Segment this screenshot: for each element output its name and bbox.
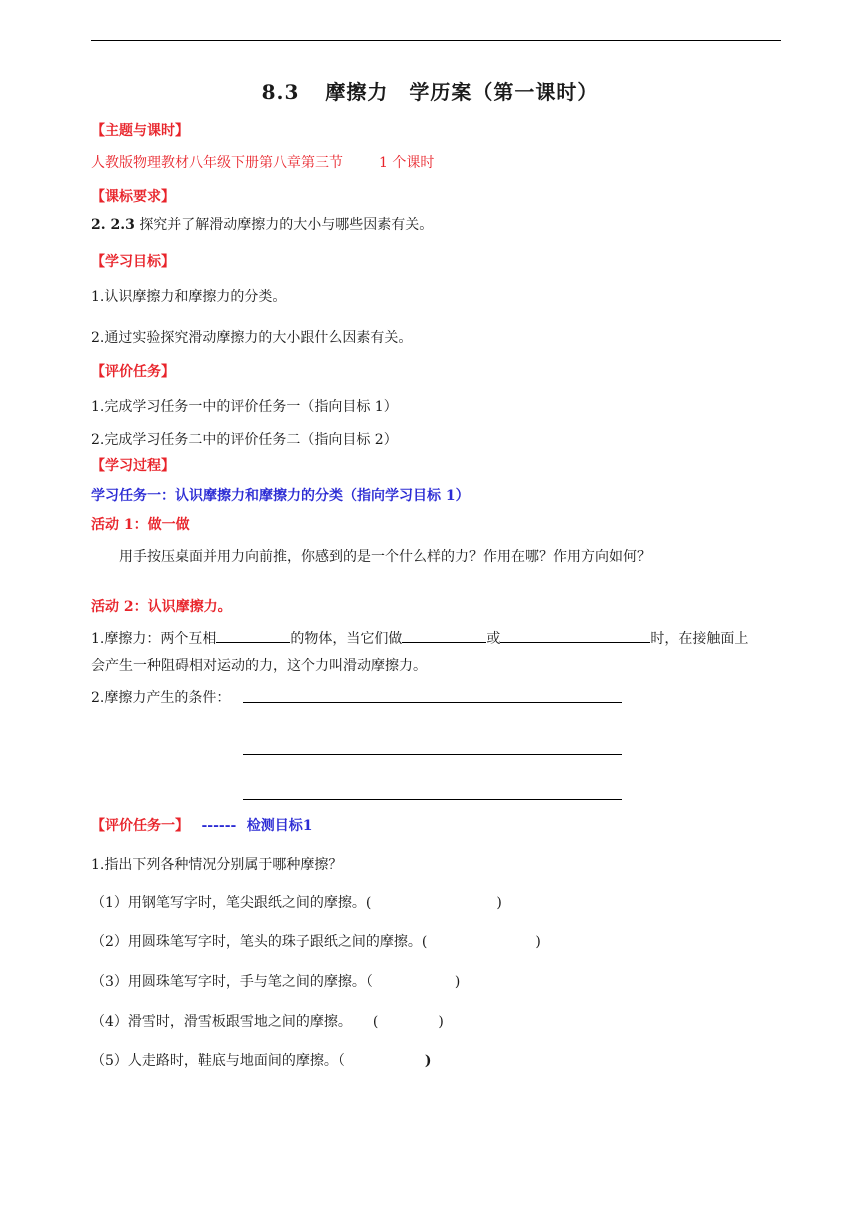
topic-text: 人教版物理教材八年级下册第八章第三节: [91, 155, 343, 171]
eval-question: 1.指出下列各种情况分别属于哪种摩擦？: [91, 857, 343, 873]
header-rule: [91, 40, 781, 41]
eval-task-1-dashes: ------: [201, 818, 237, 834]
answer-line-2[interactable]: [243, 754, 622, 755]
eval-task-item-2: 2.完成学习任务二中的评价任务二（指向目标 2）: [91, 432, 398, 448]
topic-heading: 【主题与课时】: [91, 123, 189, 139]
eval-item-3: （3）用圆珠笔写字时，手与笔之间的摩擦。（ ): [91, 974, 461, 990]
process-heading: 【学习过程】: [91, 458, 175, 474]
activity-1-text: 用手按压桌面并用力向前推，你感到的是一个什么样的力？作用在哪？作用方向如何？: [119, 549, 651, 565]
goals-heading: 【学习目标】: [91, 254, 175, 270]
eval-item-1: （1）用钢笔写字时，笔尖跟纸之间的摩擦。( ): [91, 895, 502, 911]
standard-line: [91, 215, 433, 235]
title-text: 摩擦力 学历案（第一课时）: [325, 80, 599, 104]
eval-tasks-heading: 【评价任务】: [91, 364, 175, 380]
eval-task-1-target: 检测目标1: [246, 818, 313, 834]
topic-hours: 1 个课时: [379, 155, 435, 171]
activity-2-label: 活动 2：认识摩擦力。: [91, 599, 232, 615]
eval-item-5: （5）人走路时，鞋底与地面间的摩擦。（ ): [91, 1053, 432, 1069]
eval-item-2: （2）用圆珠笔写字时，笔头的珠子跟纸之间的摩擦。( ): [91, 934, 541, 950]
eval-task-1-heading: 【评价任务一】: [91, 818, 189, 834]
goal-item-2: 2.通过实验探究滑动摩擦力的大小跟什么因素有关。: [91, 330, 413, 346]
eval-task-1-header: [91, 816, 313, 836]
topic-line: [91, 153, 434, 173]
fill-blank-1[interactable]: [216, 627, 290, 643]
standard-text: 探究并了解滑动摩擦力的大小与哪些因素有关。: [139, 217, 434, 233]
eval-item-4: （4）滑雪时，滑雪板跟雪地之间的摩擦。 ( ): [91, 1014, 444, 1030]
fill-blank-3[interactable]: [500, 627, 650, 643]
page-title: [0, 76, 860, 105]
friction-definition-cont: 会产生一种阻碍相对运动的力，这个力叫滑动摩擦力。: [91, 658, 427, 674]
standard-heading: 【课标要求】: [91, 189, 175, 205]
goal-item-1: 1.认识摩擦力和摩擦力的分类。: [91, 289, 287, 305]
friction-definition-line: 1.摩擦力：两个互相 的物体，当它们做 或 时，在接触面上: [91, 627, 748, 649]
activity-1-label: 活动 1：做一做: [91, 517, 190, 533]
standard-code: 2. 2.3: [91, 217, 135, 233]
learning-task-1: 学习任务一：认识摩擦力和摩擦力的分类（指向学习目标 1）: [91, 488, 470, 504]
answer-line-3[interactable]: [243, 799, 622, 800]
friction-conditions-label: 2.摩擦力产生的条件：: [91, 690, 231, 706]
eval-task-item-1: 1.完成学习任务一中的评价任务一（指向目标 1）: [91, 399, 398, 415]
fill-blank-2[interactable]: [402, 627, 486, 643]
title-number: 8.3: [261, 80, 300, 104]
answer-line-1[interactable]: [243, 702, 622, 703]
